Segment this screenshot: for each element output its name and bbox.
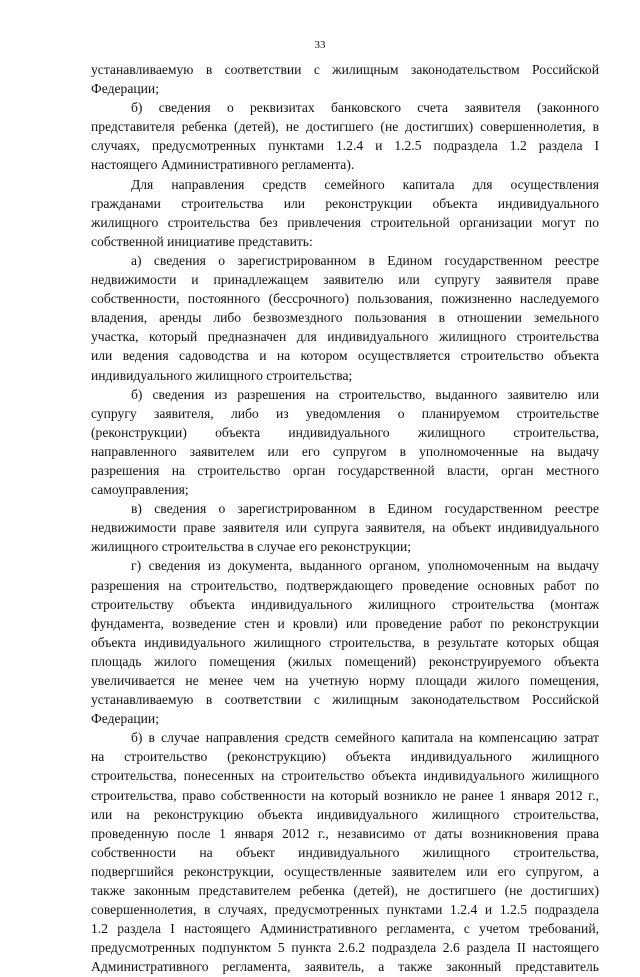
text-line: строительства, понесенных на строительство объекта индивидуального жилищного [91,768,599,784]
text-line: также законным представителем ребенка (детей), не достигшего (не достигших) [91,883,599,899]
text-line: увеличивается не менее чем на учетную норму площади жилого помещения, [91,673,599,688]
body-text [91,60,599,977]
text-line: устанавливаемую в соответствии с жилищным законодательством Российской [91,692,599,708]
text-line: собственности на объект индивидуального жилищного строительства, [91,844,599,860]
text-line: подвергшийся реконструкции, осуществленные заявителем или его супругом, а [91,863,599,879]
text-line: 1.2 раздела I настоящего Административного регламента, с учетом требований, [91,921,599,937]
text-line: б) в случае направления средств семейного капитала на компенсацию затрат [131,730,599,746]
text-line: объекта индивидуального жилищного строительства, в результате которых общая [91,634,599,650]
text-line: фундамента, возведение стен и кровли) или проведение работ по реконструкции [91,615,599,631]
text-line: (реконструкции) объекта индивидуального жилищного строительства, [91,424,599,440]
text-line: случаях, предусмотренных пунктами 1.2.4 и 1.2.5 подраздела 1.2 раздела I [91,138,599,154]
text-line: гражданами строительства или реконструкции объекта индивидуального [91,195,599,211]
text-line: строительства, право собственности на который возникло не ранее 1 января 2012 г., [91,787,599,803]
text-line: направленного заявителем или его супругом в уполномоченные на выдачу [91,443,599,459]
text-line: разрешения на строительство орган государственной власти, орган местного [91,462,599,478]
text-line: владения, аренды либо безвозмездного пользования в отношении земельного [91,310,599,326]
text-line: или ведения садоводства и на котором осуществляется строительство объекта [91,348,599,364]
text-line: устанавливаемую в соответствии с жилищным законодательством Российской [91,62,599,77]
text-line: недвижимости праве заявителя или супруга заявителя, на объект индивидуального [91,520,599,536]
text-line: строительству объекта индивидуального жилищного строительства (монтаж [91,596,599,612]
text-line: площадь жилого помещения (жилых помещений) реконструируемого объекта [91,653,599,669]
text-line: б) сведения о реквизитах банковского счета заявителя (законного [131,100,599,116]
page-number: 33 [314,39,326,51]
text-line: супругу заявителя, либо из уведомления о планируемом строительстве [91,405,599,421]
text-line: собственности, постоянного (бессрочного) пользования, пожизненно наследуемого [91,291,599,307]
text-line: на строительство (реконструкцию) объекта индивидуального жилищного [91,749,599,765]
text-line: недвижимости и принадлежащем заявителю или супругу заявителя праве [91,272,599,288]
text-line: участка, который предназначен для индивидуального жилищного строительства [91,329,599,345]
text-line: г) сведения из документа, выданного органом, уполномоченным на выдачу [131,558,599,574]
text-line: настоящего Административного регламента). [91,157,355,173]
text-line: Федерации; [91,711,159,727]
text-line: индивидуального жилищного строительства; [91,367,353,383]
text-line: собственной инициативе представить: [91,233,313,249]
text-line: проведенную после 1 января 2012 г., независимо от даты возникновения права [91,825,599,841]
text-line: Для направления средств семейного капитала для осуществления [131,176,599,192]
text-line: представителя ребенка (детей), не достигшего (не достигших) совершеннолетия, в [91,119,599,135]
text-line: жилищного строительства без привлечения строительной организации могут по [91,214,599,230]
text-line: Административного регламента, заявитель, а также законный представитель [91,959,599,975]
text-line: или на реконструкцию объекта индивидуального жилищного строительства, [91,806,599,822]
text-line: жилищного строительства в случае его реконструкции; [91,539,412,555]
text-line: совершеннолетия, в случаях, предусмотренных пунктами 1.2.4 и 1.2.5 подраздела [91,902,599,918]
text-line: Федерации; [91,81,159,97]
text-line: разрешения на строительство, подтверждающего проведение основных работ по [91,577,599,593]
text-line: в) сведения о зарегистрированном в Едином государственном реестре [131,501,599,517]
text-line: предусмотренных подпунктом 5 пункта 2.6.2 подраздела 2.6 раздела II настоящего [91,940,599,956]
text-line: а) сведения о зарегистрированном в Едином государственном реестре [131,252,599,268]
text-line: б) сведения из разрешения на строительство, выданного заявителю или [131,386,599,402]
text-line: самоуправления; [91,482,189,498]
